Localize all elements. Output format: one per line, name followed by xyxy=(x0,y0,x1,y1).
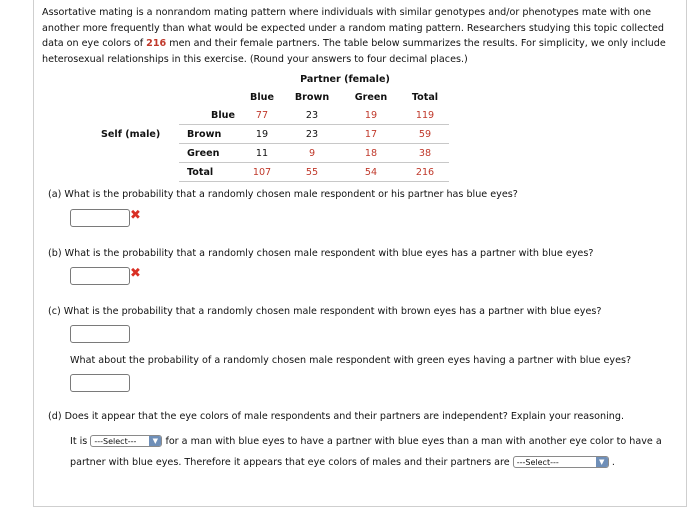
table-cell: 17 xyxy=(341,125,401,144)
question-d-line1 xyxy=(70,435,662,447)
chevron-down-icon: ▼ xyxy=(596,457,608,467)
row-label: Total xyxy=(179,163,241,182)
intro-part1: Assortative mating is a nonrandom mating pattern where individuals with similar genotypes and/or phenotypes mate with one another more frequently than what would be expected under a random mating pattern. Researchers studying this topic collected data on eye colors of xyxy=(42,7,665,49)
select-d2[interactable] xyxy=(513,456,609,468)
answer-b-input[interactable] xyxy=(70,267,130,285)
d-end-text: . xyxy=(611,457,615,468)
d-after-text: for a man with blue eyes to have a partner with blue eyes than a man with another eye color to have a xyxy=(165,436,662,447)
table-cell: 11 xyxy=(241,144,283,163)
table-cell: 77 xyxy=(241,106,283,125)
table-cell: 119 xyxy=(401,106,449,125)
men-count: 216 xyxy=(146,38,167,49)
table-cell: 59 xyxy=(401,125,449,144)
question-c: (c) What is the probability that a randomly chosen male respondent with brown eyes has a partner with blue eyes? xyxy=(48,306,602,317)
answer-a-input[interactable] xyxy=(70,209,130,227)
row-label: Green xyxy=(179,144,241,163)
intro-text xyxy=(42,5,672,67)
table-cell: 38 xyxy=(401,144,449,163)
question-d: (d) Does it appear that the eye colors of male respondents and their partners are independent? Explain your reasoning. xyxy=(48,411,625,422)
table-cell: 54 xyxy=(341,163,401,182)
question-d-line2 xyxy=(70,456,615,468)
table-cell: 19 xyxy=(241,125,283,144)
col-header: Total xyxy=(411,91,439,103)
question-b: (b) What is the probability that a randomly chosen male respondent with blue eyes has a partner with blue eyes? xyxy=(48,248,594,259)
answer-c2-input[interactable] xyxy=(70,374,130,392)
question-a: (a) What is the probability that a randomly chosen male respondent or his partner has blue eyes? xyxy=(48,189,518,200)
col-header: Brown xyxy=(294,91,330,103)
select-d1-value: ---Select--- xyxy=(94,437,137,446)
intro-part2: men and their female partners. The table below summarizes the results. For simplicity, we only include heterosexual relationships in this exercise. (Round your answers to four decimal places.) xyxy=(42,38,666,65)
table-cell: 23 xyxy=(283,106,341,125)
row-label: Blue xyxy=(179,106,241,125)
wrong-mark-icon: ✖ xyxy=(130,266,141,281)
d-it-is-text: It is xyxy=(70,436,88,447)
select-d1[interactable] xyxy=(90,435,162,447)
self-label: Self (male) xyxy=(101,128,161,140)
answer-c-input[interactable] xyxy=(70,325,130,343)
select-d2-value: ---Select--- xyxy=(516,458,559,467)
d-line2-text: partner with blue eyes. Therefore it appears that eye colors of males and their partners are xyxy=(70,457,510,468)
table-cell: 55 xyxy=(283,163,341,182)
eye-color-table xyxy=(101,70,449,182)
row-label: Brown xyxy=(179,125,241,144)
chevron-down-icon: ▼ xyxy=(149,436,161,446)
col-header: Blue xyxy=(250,91,274,103)
partner-title: Partner (female) xyxy=(300,73,390,85)
table-cell: 19 xyxy=(341,106,401,125)
wrong-mark-icon: ✖ xyxy=(130,208,141,223)
table-cell: 107 xyxy=(241,163,283,182)
col-header: Green xyxy=(354,91,388,103)
table-cell: 216 xyxy=(401,163,449,182)
table-cell: 18 xyxy=(341,144,401,163)
table-cell: 23 xyxy=(283,125,341,144)
table-cell: 9 xyxy=(283,144,341,163)
question-c2: What about the probability of a randomly chosen male respondent with green eyes having a partner with blue eyes? xyxy=(70,355,632,366)
